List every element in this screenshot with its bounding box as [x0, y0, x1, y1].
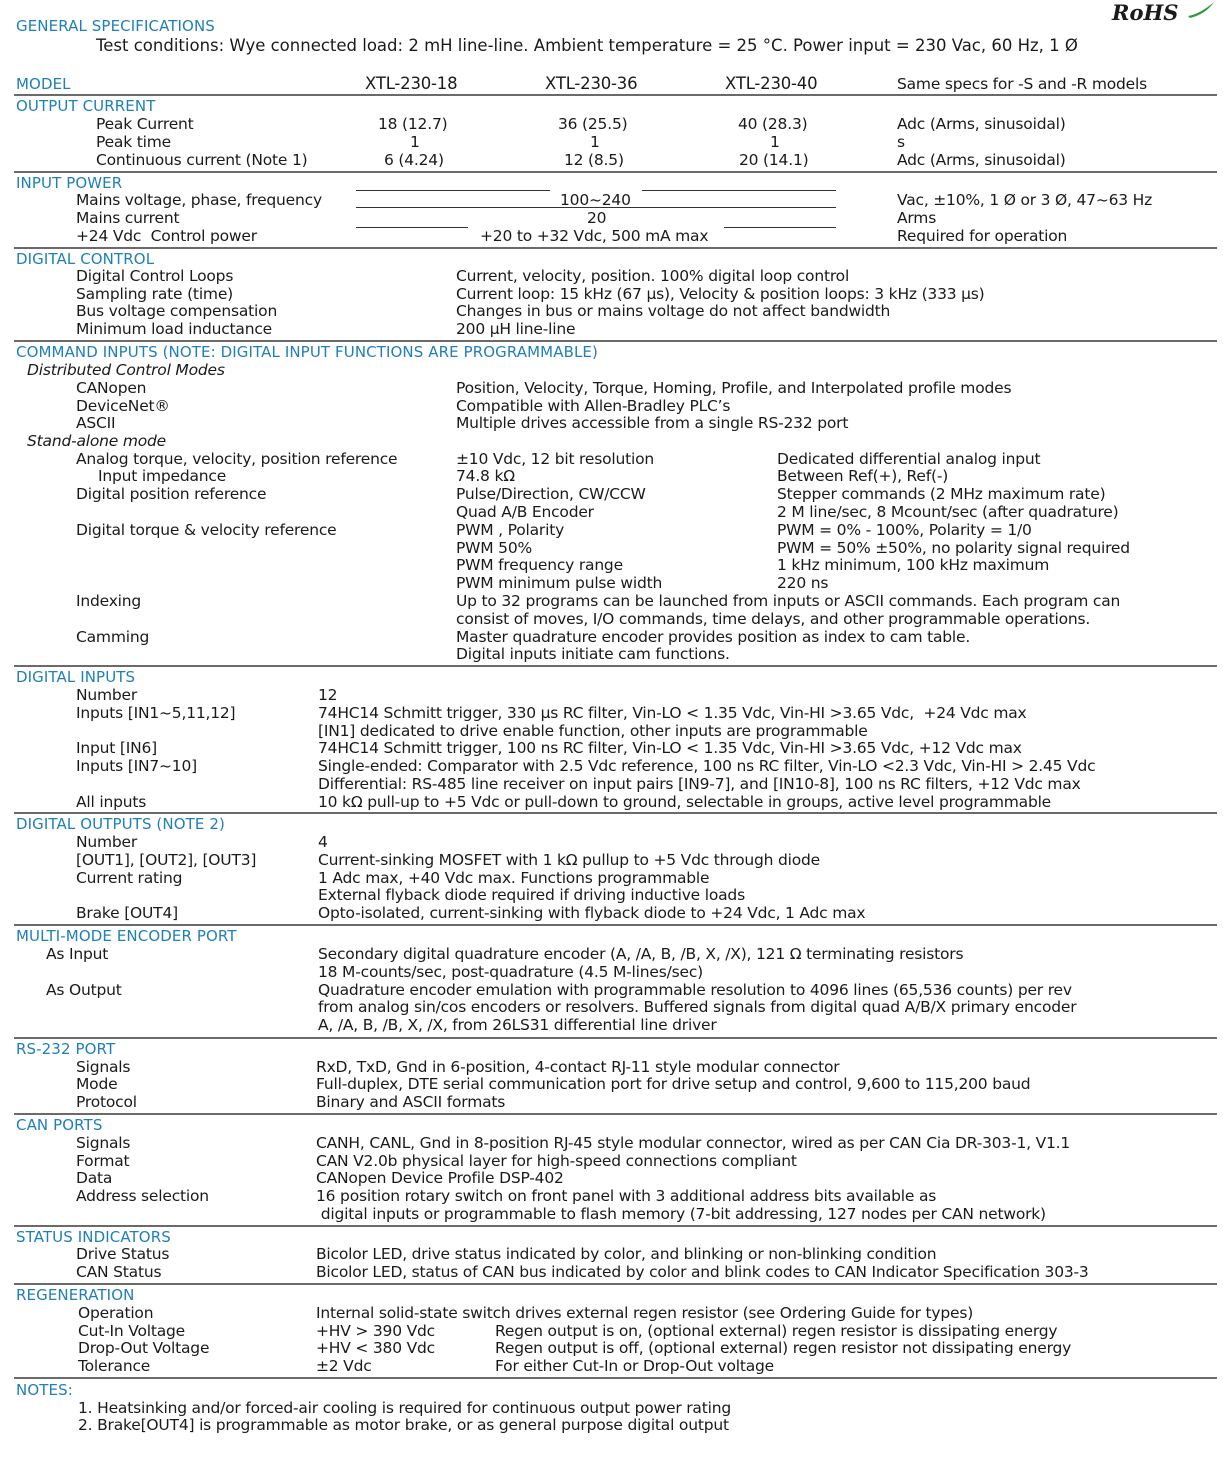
camming-label: Camming — [76, 628, 150, 646]
mains-voltage-label: Mains voltage, phase, frequency — [76, 191, 322, 209]
continuous-current-v3: 20 (14.1) — [739, 151, 809, 169]
do-rating-value-2: External flyback diode required if driving inductive loads — [318, 886, 745, 904]
ascii-value: Multiple drives accessible from a single RS-232 port — [456, 414, 849, 432]
dc-value: Current, velocity, position. 100% digital loop control — [456, 267, 850, 285]
status-indicators-heading: STATUS INDICATORS — [16, 1228, 171, 1246]
di-in1-label: Inputs [IN1~5,11,12] — [76, 704, 236, 722]
do-rating-label: Current rating — [76, 869, 183, 887]
rs232-protocol-value: Binary and ASCII formats — [316, 1093, 506, 1111]
dc-label: Digital Control Loops — [76, 267, 234, 285]
enc-output-label: As Output — [46, 981, 122, 999]
can-format-value: CAN V2.0b physical layer for high-speed connections compliant — [316, 1152, 797, 1170]
model-2: XTL-230-36 — [545, 74, 638, 93]
di-in7-label: Inputs [IN7~10] — [76, 757, 197, 775]
peak-time-v1: 1 — [410, 133, 420, 151]
can-signals-value: CANH, CANL, Gnd in 8-position RJ-45 style modular connector, wired as per CAN Cia DR-303-1, V1.1 — [316, 1134, 1071, 1152]
impedance-label: Input impedance — [98, 467, 227, 485]
enc-output-value-2: from analog sin/cos encoders or resolvers. Buffered signals from digital quad A/B/X primary encoder — [318, 998, 1077, 1016]
continuous-current-unit: Adc (Arms, sinusoidal) — [897, 151, 1066, 169]
continuous-current-label: Continuous current (Note 1) — [96, 151, 308, 169]
di-in7-value: Single-ended: Comparator with 2.5 Vdc reference, 100 ns RC filter, Vin-LO <2.3 Vdc, Vin-HI > 2.45 Vdc — [318, 757, 1096, 775]
pwm50-note: PWM = 50% ±50%, no polarity signal required — [777, 539, 1130, 557]
can-status-value: Bicolor LED, status of CAN bus indicated by color and blink codes to CAN Indicator Specification 303-3 — [316, 1263, 1089, 1281]
di-number-value: 12 — [318, 686, 338, 704]
span-line — [724, 227, 836, 228]
note-2: 2. Brake[OUT4] is programmable as motor brake, or as general purpose digital output — [78, 1416, 729, 1434]
peak-current-v3: 40 (28.3) — [738, 115, 808, 133]
regen-tolerance-value: ±2 Vdc — [316, 1357, 372, 1375]
can-status-label: CAN Status — [76, 1263, 162, 1281]
camming-value-2: Digital inputs initiate cam functions. — [456, 645, 730, 663]
pwm50-value: PWM 50% — [456, 539, 533, 557]
regen-operation-value: Internal solid-state switch drives external regen resistor (see Ordering Guide for types) — [316, 1304, 974, 1322]
canopen-label: CANopen — [76, 379, 147, 397]
input-power-heading: INPUT POWER — [16, 174, 123, 192]
can-address-label: Address selection — [76, 1187, 209, 1205]
di-number-label: Number — [76, 686, 138, 704]
note-1: 1. Heatsinking and/or forced-air cooling is required for continuous output power rating — [78, 1399, 731, 1417]
pwmmin-note: 220 ns — [777, 574, 829, 592]
model-note: Same specs for -S and -R models — [897, 75, 1147, 93]
peak-time-unit: s — [897, 133, 905, 151]
pwm-note: PWM = 0% - 100%, Polarity = 1/0 — [777, 521, 1032, 539]
digital-outputs-heading: DIGITAL OUTPUTS (NOTE 2) — [16, 815, 225, 833]
drive-status-label: Drive Status — [76, 1245, 170, 1263]
span-line — [356, 190, 550, 191]
section-rule — [14, 665, 1217, 667]
impedance-value: 74.8 kΩ — [456, 467, 515, 485]
peak-current-v1: 18 (12.7) — [378, 115, 448, 133]
dc-label: Sampling rate (time) — [76, 285, 234, 303]
regen-cutin-label: Cut-In Voltage — [78, 1322, 185, 1340]
distributed-modes-subheading: Distributed Control Modes — [27, 361, 225, 379]
indexing-label: Indexing — [76, 592, 142, 610]
regen-tolerance-note: For either Cut-In or Drop-Out voltage — [495, 1357, 775, 1375]
can-address-value: 16 position rotary switch on front panel with 3 additional address bits available as — [316, 1187, 937, 1205]
section-rule — [14, 1113, 1217, 1115]
peak-time-v3: 1 — [770, 133, 780, 151]
span-line — [356, 227, 468, 228]
mains-voltage-value: 100~240 — [560, 191, 631, 209]
rs232-signals-value: RxD, TxD, Gnd in 6-position, 4-contact RJ-11 style modular connector — [316, 1058, 840, 1076]
control-power-unit: Required for operation — [897, 227, 1068, 245]
rs232-protocol-label: Protocol — [76, 1093, 137, 1111]
mains-voltage-unit: Vac, ±10%, 1 Ø or 3 Ø, 47~63 Hz — [897, 191, 1153, 209]
di-all-label: All inputs — [76, 793, 147, 811]
regen-cutin-value: +HV > 390 Vdc — [316, 1322, 435, 1340]
canopen-value: Position, Velocity, Torque, Homing, Profile, and Interpolated profile modes — [456, 379, 1012, 397]
pwm-value: PWM , Polarity — [456, 521, 565, 539]
camming-value: Master quadrature encoder provides position as index to cam table. — [456, 628, 971, 646]
analog-ref-label: Analog torque, velocity, position reference — [76, 450, 398, 468]
di-in6-label: Input [IN6] — [76, 739, 157, 757]
mains-current-label: Mains current — [76, 209, 180, 227]
span-line — [642, 190, 836, 191]
pwmfreq-note: 1 kHz minimum, 100 kHz maximum — [777, 556, 1050, 574]
notes-heading: NOTES: — [16, 1381, 73, 1399]
dc-label: Minimum load inductance — [76, 320, 272, 338]
section-rule — [14, 171, 1217, 173]
section-rule — [14, 94, 1217, 96]
can-ports-heading: CAN PORTS — [16, 1116, 103, 1134]
digpos-value: Pulse/Direction, CW/CCW — [456, 485, 646, 503]
di-in6-value: 74HC14 Schmitt trigger, 100 ns RC filter, Vin-LO < 1.35 Vdc, Vin-HI >3.65 Vdc, +12 Vdc max — [318, 739, 1022, 757]
can-signals-label: Signals — [76, 1134, 131, 1152]
mains-current-value: 20 — [587, 209, 607, 227]
model-3: XTL-230-40 — [725, 74, 818, 93]
digital-control-heading: DIGITAL CONTROL — [16, 250, 155, 268]
model-heading: MODEL — [16, 75, 71, 93]
dc-value: 200 µH line-line — [456, 320, 576, 338]
di-in1-value-2: [IN1] dedicated to drive enable function, other inputs are programmable — [318, 722, 868, 740]
digpos-note: Stepper commands (2 MHz maximum rate) — [777, 485, 1106, 503]
control-power-value: +20 to +32 Vdc, 500 mA max — [480, 227, 709, 245]
dc-value: Changes in bus or mains voltage do not affect bandwidth — [456, 302, 891, 320]
do-brake-label: Brake [OUT4] — [76, 904, 178, 922]
pwmmin-value: PWM minimum pulse width — [456, 574, 663, 592]
peak-current-v2: 36 (25.5) — [558, 115, 628, 133]
rohs-swoosh-icon — [1186, 0, 1216, 20]
can-data-label: Data — [76, 1169, 113, 1187]
regen-dropout-value: +HV < 380 Vdc — [316, 1339, 435, 1357]
rs232-mode-value: Full-duplex, DTE serial communication port for drive setup and control, 9,600 to 115,200 baud — [316, 1075, 1031, 1093]
indexing-value-2: consist of moves, I/O commands, time delays, and other programmable operations. — [456, 610, 1091, 628]
section-rule — [14, 812, 1217, 814]
test-conditions: Test conditions: Wye connected load: 2 mH line-line. Ambient temperature = 25 °C. Power input = 230 Vac, 60 Hz, 1 Ø — [96, 36, 1078, 55]
control-power-label: +24 Vdc Control power — [76, 227, 257, 245]
ascii-label: ASCII — [76, 414, 116, 432]
analog-ref-value: ±10 Vdc, 12 bit resolution — [456, 450, 655, 468]
peak-time-v2: 1 — [590, 133, 600, 151]
analog-ref-note: Dedicated differential analog input — [777, 450, 1041, 468]
dc-label: Bus voltage compensation — [76, 302, 278, 320]
output-current-heading: OUTPUT CURRENT — [16, 97, 156, 115]
di-in7-value-2: Differential: RS-485 line receiver on input pairs [IN9-7], and [IN10-8], 100 ns RC filters, +12 Vdc max — [318, 775, 1081, 793]
digtorque-label: Digital torque & velocity reference — [76, 521, 337, 539]
devicenet-value: Compatible with Allen-Bradley PLC’s — [456, 397, 731, 415]
regen-dropout-note: Regen output is off, (optional external) regen resistor not dissipating energy — [495, 1339, 1072, 1357]
peak-current-label: Peak Current — [96, 115, 194, 133]
section-rule — [14, 247, 1217, 249]
indexing-value: Up to 32 programs can be launched from inputs or ASCII commands. Each program can — [456, 592, 1121, 610]
do-brake-value: Opto-isolated, current-sinking with flyback diode to +24 Vdc, 1 Adc max — [318, 904, 866, 922]
peak-current-unit: Adc (Arms, sinusoidal) — [897, 115, 1066, 133]
dc-value: Current loop: 15 kHz (67 µs), Velocity & position loops: 3 kHz (333 µs) — [456, 285, 985, 303]
general-specs-heading: GENERAL SPECIFICATIONS — [16, 17, 215, 35]
pwmfreq-value: PWM frequency range — [456, 556, 623, 574]
quad-value: Quad A/B Encoder — [456, 503, 594, 521]
quad-note: 2 M line/sec, 8 Mcount/sec (after quadrature) — [777, 503, 1119, 521]
regeneration-heading: REGENERATION — [16, 1286, 135, 1304]
can-address-value-2: digital inputs or programmable to flash memory (7-bit addressing, 127 nodes per CAN network) — [316, 1205, 1046, 1223]
mains-current-unit: Arms — [897, 209, 937, 227]
continuous-current-v2: 12 (8.5) — [564, 151, 624, 169]
digital-inputs-heading: DIGITAL INPUTS — [16, 668, 136, 686]
section-rule — [14, 1377, 1217, 1379]
standalone-subheading: Stand-alone mode — [27, 432, 167, 450]
section-rule — [14, 1037, 1217, 1039]
rs232-signals-label: Signals — [76, 1058, 131, 1076]
encoder-port-heading: MULTI-MODE ENCODER PORT — [16, 927, 237, 945]
enc-input-value-2: 18 M-counts/sec, post-quadrature (4.5 M-lines/sec) — [318, 963, 704, 981]
enc-input-value: Secondary digital quadrature encoder (A, /A, B, /B, X, /X), 121 Ω terminating resistors — [318, 945, 964, 963]
di-in1-value: 74HC14 Schmitt trigger, 330 µs RC filter, Vin-LO < 1.35 Vdc, Vin-HI >3.65 Vdc, +24 Vdc max — [318, 704, 1027, 722]
enc-output-value: Quadrature encoder emulation with programmable resolution to 4096 lines (65,536 counts) per rev — [318, 981, 1072, 999]
section-rule — [14, 340, 1217, 342]
peak-time-label: Peak time — [96, 133, 171, 151]
regen-cutin-note: Regen output is on, (optional external) regen resistor is dissipating energy — [495, 1322, 1058, 1340]
regen-operation-label: Operation — [78, 1304, 154, 1322]
devicenet-label: DeviceNet® — [76, 397, 170, 415]
enc-input-label: As Input — [46, 945, 109, 963]
section-rule — [14, 1225, 1217, 1227]
rs232-heading: RS-232 PORT — [16, 1040, 116, 1058]
do-rating-value: 1 Adc max, +40 Vdc max. Functions programmable — [318, 869, 710, 887]
digpos-label: Digital position reference — [76, 485, 267, 503]
drive-status-value: Bicolor LED, drive status indicated by color, and blinking or non-blinking condition — [316, 1245, 937, 1263]
impedance-note: Between Ref(+), Ref(-) — [777, 467, 949, 485]
model-1: XTL-230-18 — [365, 74, 458, 93]
rohs-logo: RoHS — [1112, 0, 1179, 25]
do-number-label: Number — [76, 833, 138, 851]
do-out-label: [OUT1], [OUT2], [OUT3] — [76, 851, 257, 869]
section-rule — [14, 1283, 1217, 1285]
rs232-mode-label: Mode — [76, 1075, 118, 1093]
continuous-current-v1: 6 (4.24) — [384, 151, 444, 169]
section-rule — [14, 924, 1217, 926]
regen-dropout-label: Drop-Out Voltage — [78, 1339, 210, 1357]
enc-output-value-3: A, /A, B, /B, X, /X, from 26LS31 differential line driver — [318, 1016, 717, 1034]
di-all-value: 10 kΩ pull-up to +5 Vdc or pull-down to ground, selectable in groups, active level programmable — [318, 793, 1052, 811]
can-data-value: CANopen Device Profile DSP-402 — [316, 1169, 564, 1187]
can-format-label: Format — [76, 1152, 130, 1170]
do-out-value: Current-sinking MOSFET with 1 kΩ pullup to +5 Vdc through diode — [318, 851, 821, 869]
command-inputs-heading: COMMAND INPUTS (NOTE: DIGITAL INPUT FUNCTIONS ARE PROGRAMMABLE) — [16, 343, 598, 361]
regen-tolerance-label: Tolerance — [78, 1357, 151, 1375]
do-number-value: 4 — [318, 833, 328, 851]
